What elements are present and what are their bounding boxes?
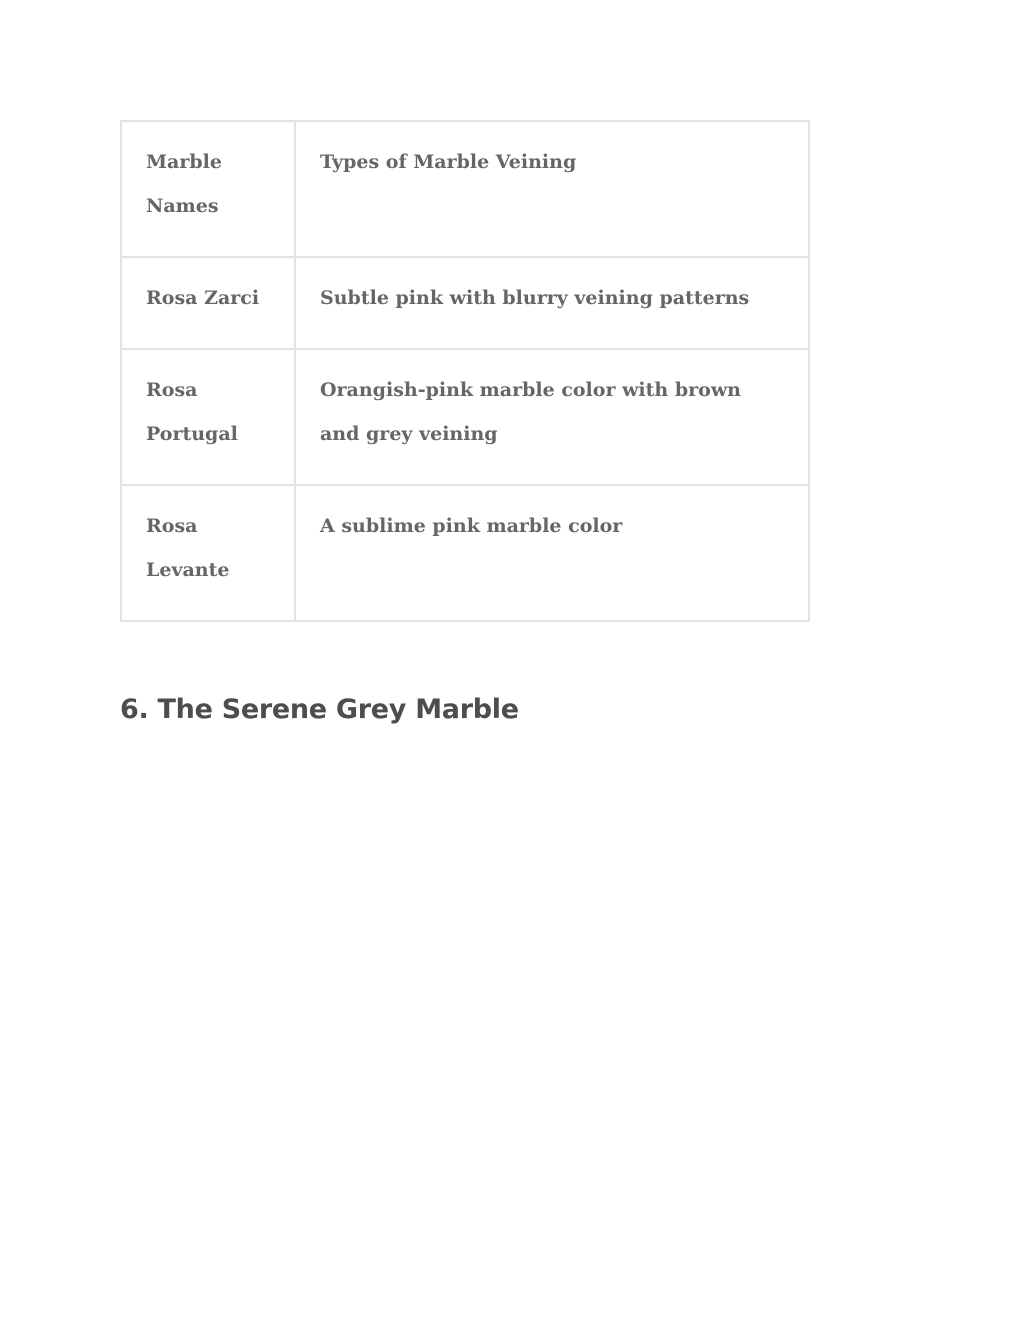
table-row [121, 349, 809, 485]
veining-description-cell: Orangish-pink marble color with brown and grey veining [295, 349, 809, 485]
veining-description-cell: Subtle pink with blurry veining patterns [295, 257, 809, 349]
table-row [121, 257, 809, 349]
veining-description-cell: A sublime pink marble color [295, 485, 809, 621]
marble-name-cell: Rosa Portugal [121, 349, 295, 485]
marble-name-cell: Rosa Levante [121, 485, 295, 621]
section-heading: 6. The Serene Grey Marble [120, 694, 519, 725]
marble-name-cell: Rosa Zarci [121, 257, 295, 349]
table-row [121, 485, 809, 621]
header-cell-veining-types: Types of Marble Veining [295, 121, 809, 257]
table-header-row [121, 121, 809, 257]
marble-veining-table [120, 120, 810, 622]
header-cell-marble-names: Marble Names [121, 121, 295, 257]
